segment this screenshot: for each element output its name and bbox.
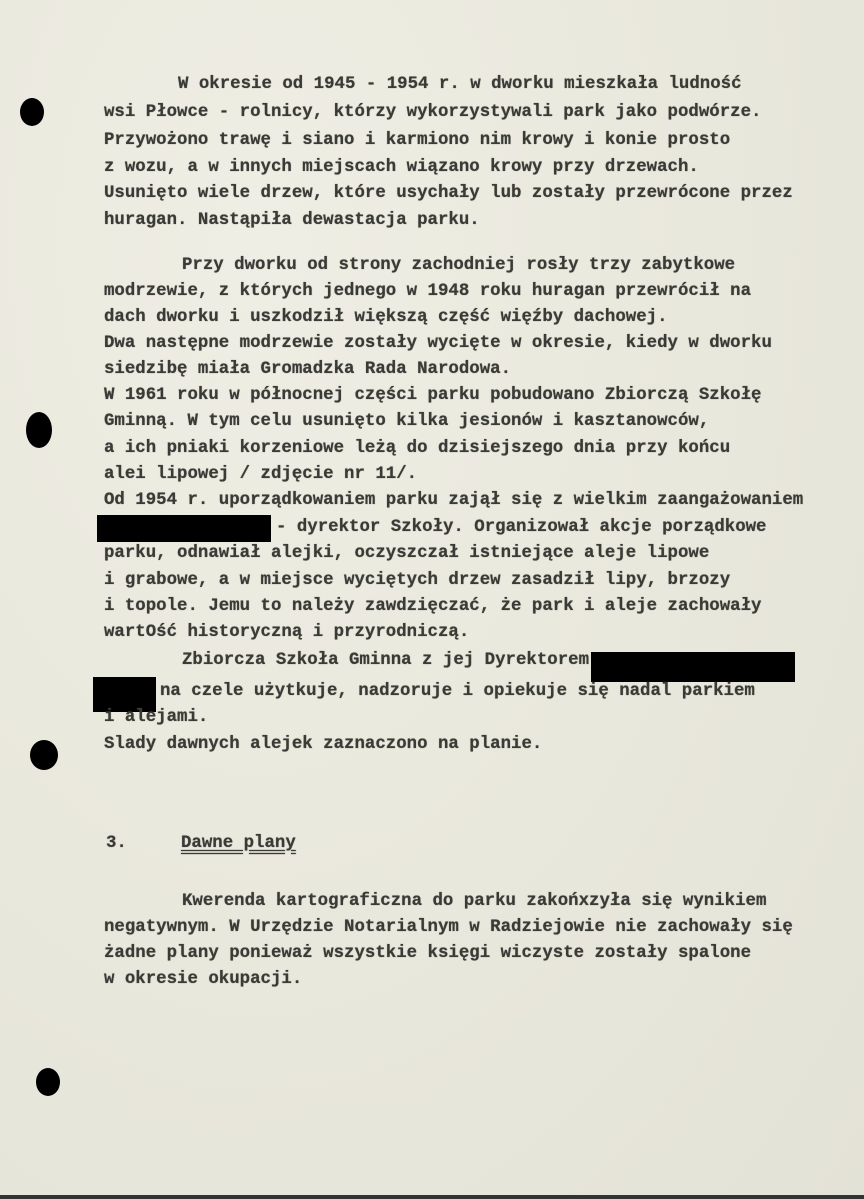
text-line: negatywnym. W Urzędzie Notarialnym w Radziejowie nie zachowały się [104, 918, 793, 937]
text-line: i grabowe, a w miejsce wyciętych drzew zasadził lipy, brzozy [104, 571, 731, 590]
text-line: - dyrektor Szkoły. Organizował akcje porządkowe [276, 518, 767, 537]
text-line: i alejami. [104, 708, 209, 727]
text-line: modrzewie, z których jednego w 1948 roku huragan przewrócił na [104, 282, 752, 301]
text-line: Gminną. W tym celu usunięto kilka jesionów i kasztanowców, [104, 412, 710, 431]
page-edge [0, 1195, 864, 1199]
section-title: Dawne plany [181, 834, 296, 853]
text-line: a ich pniaki korzeniowe leżą do dzisiejszego dnia przy końcu [104, 439, 731, 458]
text-line: dach dworku i uszkodził większą część więźby dachowej. [104, 308, 668, 327]
text-line: Od 1954 r. uporządkowaniem parku zajął się z wielkim zaangażowaniem [104, 491, 804, 510]
text-line: Zbiorcza Szkoła Gminna z jej Dyrektorem [182, 651, 590, 670]
punch-hole [20, 98, 44, 126]
text-line: Dwa następne modrzewie zostały wycięte w okresie, kiedy w dworku [104, 334, 772, 353]
text-line: Slady dawnych alejek zaznaczono na planie. [104, 735, 543, 754]
text-line: Przy dworku od strony zachodniej rosły trzy zabytkowe [182, 256, 736, 275]
text-line: z wozu, a w innych miejscach wiązano krowy przy drzewach. [104, 158, 699, 177]
text-line: wartOść historyczną i przyrodniczą. [104, 623, 470, 642]
text-line: alei lipowej / zdjęcie nr 11/. [104, 465, 418, 484]
redaction-box [97, 515, 271, 542]
text-line: Kwerenda kartograficzna do parku zakońxzyła się wynikiem [182, 892, 767, 911]
text-line: W okresie od 1945 - 1954 r. w dworku mieszkała ludność [178, 75, 742, 94]
text-line: wsi Płowce - rolnicy, którzy wykorzystywali park jako podwórze. [104, 103, 762, 122]
text-line: Przywożono trawę i siano i karmiono nim krowy i konie prosto [104, 131, 731, 150]
text-line: i topole. Jemu to należy zawdzięczać, że park i aleje zachowały [104, 597, 762, 616]
punch-hole [30, 740, 58, 770]
text-line: siedzibę miała Gromadzka Rada Narodowa. [104, 360, 512, 379]
redaction-box [93, 677, 156, 712]
text-line: w okresie okupacji. [104, 970, 303, 989]
text-line: żadne plany ponieważ wszystkie księgi wiczyste zostały spalone [104, 944, 752, 963]
section-number: 3. [106, 834, 127, 853]
text-line: na czele użytkuje, nadzoruje i opiekuje się nadal parkiem [160, 682, 755, 701]
punch-hole [36, 1068, 60, 1096]
redaction-box [591, 652, 795, 682]
text-line: huragan. Nastąpiła dewastacja parku. [104, 211, 480, 230]
text-line: parku, odnawiał alejki, oczyszczał istniejące aleje lipowe [104, 544, 710, 563]
punch-hole [26, 412, 52, 448]
text-line: Usunięto wiele drzew, które usychały lub zostały przewrócone przez [104, 184, 793, 203]
text-line: W 1961 roku w północnej części parku pobudowano Zbiorczą Szkołę [104, 386, 762, 405]
